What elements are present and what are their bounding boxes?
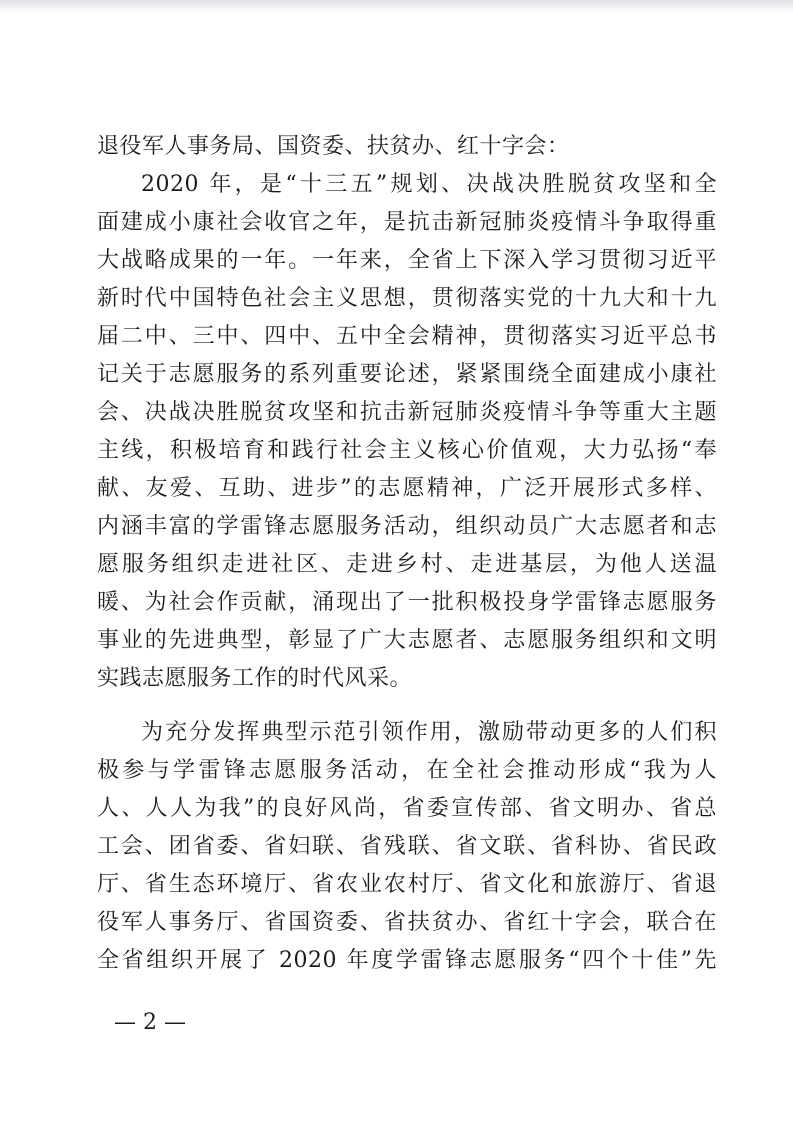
text-line: 主线，积极培育和践行社会主义核心价值观，大力弘扬“奉	[97, 438, 717, 463]
scan-edge	[0, 0, 793, 14]
text-line: 2020 年，是“十三五”规划、决战决胜脱贫攻坚和全	[141, 172, 717, 197]
text-line: 记关于志愿服务的系列重要论述，紧紧围绕全面建成小康社	[97, 362, 717, 387]
text-line: 人、人人为我”的良好风尚，省委宣传部、省文明办、省总	[97, 796, 717, 821]
text-line: 工会、团省委、省妇联、省残联、省文联、省科协、省民政	[97, 834, 717, 859]
text-line: 会、决战决胜脱贫攻坚和抗击新冠肺炎疫情斗争等重大主题	[97, 400, 717, 425]
text-line: 面建成小康社会收官之年，是抗击新冠肺炎疫情斗争取得重	[97, 210, 717, 235]
text-line: 实践志愿服务工作的时代风采。	[97, 666, 413, 691]
paragraph-0	[97, 128, 717, 166]
page-number: — 2 —	[114, 1010, 186, 1035]
text-line: 暖、为社会作贡献，涌现出了一批积极投身学雷锋志愿服务	[97, 590, 717, 615]
text-line: 为充分发挥典型示范引领作用，激励带动更多的人们积	[141, 720, 717, 745]
text-line: 极参与学雷锋志愿服务活动，在全社会推动形成“我为人	[97, 758, 717, 783]
text-line: 役军人事务厅、省国资委、省扶贫办、省红十字会，联合在	[97, 910, 717, 935]
text-line: 全省组织开展了 2020 年度学雷锋志愿服务“四个十佳”先	[97, 948, 717, 973]
document-body	[97, 128, 717, 980]
text-line: 事业的先进典型，彰显了广大志愿者、志愿服务组织和文明	[97, 628, 717, 653]
text-line: 献、友爱、互助、进步”的志愿精神，广泛开展形式多样、	[97, 476, 717, 501]
paragraph-2	[97, 714, 717, 980]
text-line: 新时代中国特色社会主义思想，贯彻落实党的十九大和十九	[97, 286, 717, 311]
text-line: 届二中、三中、四中、五中全会精神，贯彻落实习近平总书	[97, 324, 717, 349]
text-line: 愿服务组织走进社区、走进乡村、走进基层，为他人送温	[97, 552, 717, 577]
text-line: 厅、省生态环境厅、省农业农村厅、省文化和旅游厅、省退	[97, 872, 717, 897]
text-line: 大战略成果的一年。一年来，全省上下深入学习贯彻习近平	[97, 248, 717, 273]
text-line: 退役军人事务局、国资委、扶贫办、红十字会：	[97, 134, 570, 159]
paragraph-1	[97, 166, 717, 698]
paragraph-gap	[97, 698, 717, 714]
text-line: 内涵丰富的学雷锋志愿服务活动，组织动员广大志愿者和志	[97, 514, 717, 539]
